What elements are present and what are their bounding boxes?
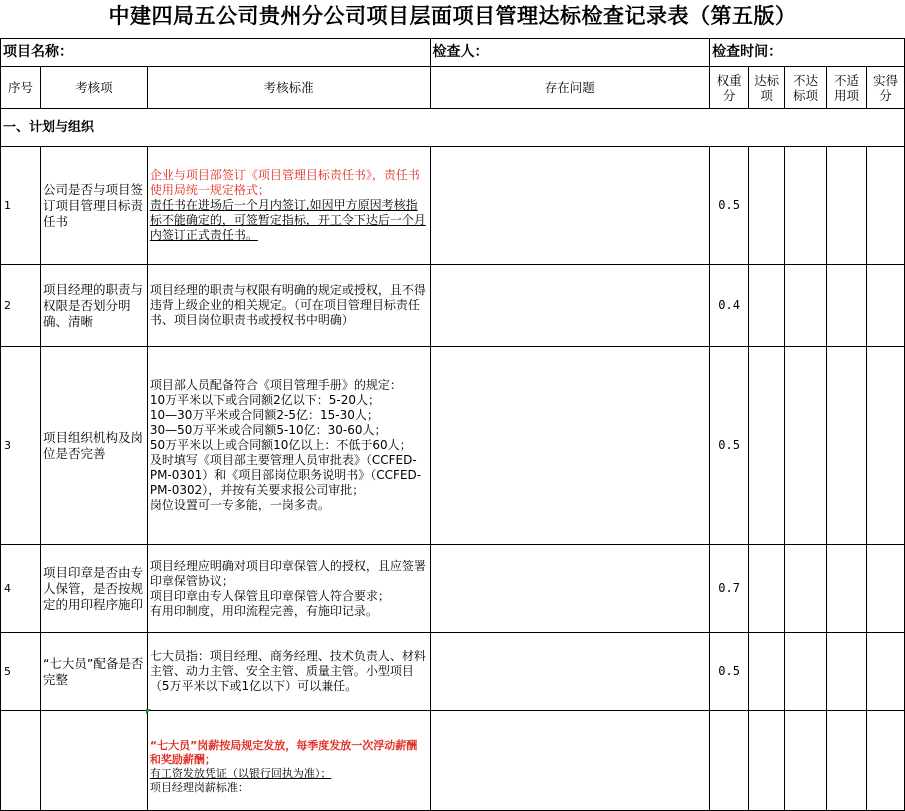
table-row xyxy=(1,347,905,545)
page-title: 中建四局五公司贵州分公司项目层面项目管理达标检查记录表（第五版） xyxy=(108,3,797,28)
fail-cell[interactable] xyxy=(785,545,827,633)
header-fail: 不达标项 xyxy=(785,67,827,109)
assessment-standard: 项目经理的职责与权限有明确的规定或授权，且不得违背上级企业的相关规定。（可在项目管理目标责任书、项目岗位职责书或授权书中明确） xyxy=(147,265,430,347)
inspector-label: 检查人： xyxy=(430,39,710,67)
section-row xyxy=(1,109,905,147)
row-number: 5 xyxy=(1,633,41,711)
inspection-time-label: 检查时间： xyxy=(710,39,905,67)
assessment-standard xyxy=(147,711,430,811)
assessment-item: 项目组织机构及岗位是否完善 xyxy=(40,347,147,545)
score-cell[interactable] xyxy=(866,347,904,545)
pass-cell[interactable] xyxy=(749,633,785,711)
weight-score xyxy=(710,711,749,811)
fail-cell[interactable] xyxy=(785,347,827,545)
standard-highlight: 企业与项目部签订《项目管理目标责任书》，责任书使用局统一规定格式； xyxy=(149,168,420,197)
assessment-item: 项目印章是否由专人保管，是否按规定的用印程序施印 xyxy=(40,545,147,633)
issues-cell[interactable] xyxy=(430,545,710,633)
issues-cell[interactable] xyxy=(430,265,710,347)
score-cell[interactable] xyxy=(866,265,904,347)
section-title: 一、计划与组织 xyxy=(1,109,905,147)
header-na: 不适用项 xyxy=(827,67,867,109)
table-row xyxy=(1,711,905,811)
na-cell[interactable] xyxy=(827,633,867,711)
standard-underlined: 责任书在进场后一个月内签订,如因甲方原因考核指标不能确定的，可签暂定指标，开工令下达后一个月内签订正式责任书。 xyxy=(149,198,426,242)
fail-cell[interactable] xyxy=(785,147,827,265)
table-row xyxy=(1,633,905,711)
weight-score: 0.5 xyxy=(710,633,749,711)
header-seq: 序号 xyxy=(1,67,41,109)
issues-cell[interactable] xyxy=(430,633,710,711)
issues-cell[interactable] xyxy=(430,147,710,265)
na-cell[interactable] xyxy=(827,545,867,633)
score-cell[interactable] xyxy=(866,545,904,633)
comment-indicator-icon xyxy=(146,709,151,714)
table-row xyxy=(1,147,905,265)
issues-cell[interactable] xyxy=(430,711,710,811)
header-row xyxy=(1,67,905,109)
assessment-standard: 七大员指：项目经理、商务经理、技术负责人、材料主管、动力主管、安全主管、质量主管。小型项目（5万平米以下或1亿以下）可以兼任。 xyxy=(147,633,430,711)
table-row xyxy=(1,545,905,633)
assessment-standard: 项目经理应明确对项目印章保管人的授权，且应签署印章保管协议； 项目印章由专人保管且印章保管人符合要求； 有用印制度，用印流程完善，有施印记录。 xyxy=(147,545,430,633)
row-number: 2 xyxy=(1,265,41,347)
header-issues: 存在问题 xyxy=(430,67,710,109)
header-pass: 达标项 xyxy=(749,67,785,109)
pass-cell[interactable] xyxy=(749,711,785,811)
na-cell[interactable] xyxy=(827,711,867,811)
table-row xyxy=(1,265,905,347)
weight-score: 0.7 xyxy=(710,545,749,633)
header-standard: 考核标准 xyxy=(147,67,430,109)
header-item: 考核项 xyxy=(40,67,147,109)
header-score: 实得分 xyxy=(866,67,904,109)
na-cell[interactable] xyxy=(827,265,867,347)
inspection-table xyxy=(0,38,905,811)
standard-text: 项目经理岗薪标准： xyxy=(149,781,249,794)
weight-score: 0.5 xyxy=(710,347,749,545)
standard-highlight: “七大员”岗薪按局规定发放，每季度发放一次浮动薪酬和奖励薪酬； xyxy=(149,739,418,766)
na-cell[interactable] xyxy=(827,147,867,265)
info-row xyxy=(1,39,905,67)
header-weight: 权重分 xyxy=(710,67,749,109)
row-number: 1 xyxy=(1,147,41,265)
project-name-label: 项目名称： xyxy=(1,39,431,67)
fail-cell[interactable] xyxy=(785,265,827,347)
fail-cell[interactable] xyxy=(785,633,827,711)
score-cell[interactable] xyxy=(866,711,904,811)
assessment-standard xyxy=(147,147,430,265)
fail-cell[interactable] xyxy=(785,711,827,811)
row-number: 4 xyxy=(1,545,41,633)
weight-score: 0.4 xyxy=(710,265,749,347)
pass-cell[interactable] xyxy=(749,265,785,347)
score-cell[interactable] xyxy=(866,147,904,265)
row-number xyxy=(1,711,41,811)
pass-cell[interactable] xyxy=(749,545,785,633)
pass-cell[interactable] xyxy=(749,347,785,545)
assessment-standard: 项目部人员配备符合《项目管理手册》的规定： 10万平米以下或合同额2亿以下：5-20人； 10—30万平米或合同额2-5亿：15-30人； 30—50万平米或合同额5-10亿：30-60人； 50万平米以上或合同额10亿以上：不低于60人； 及时填写《项目部主要管理人员审批表》（CCFED-PM-0301）和《项目部岗位职务说明书》（CCFED-PM-0302），并按有关要求报公司审批； 岗位设置可一专多能，一岗多责。 xyxy=(147,347,430,545)
assessment-item: “七大员”配备是否完整 xyxy=(40,633,147,711)
standard-underlined: 有工资发放凭证（以银行回执为准）； xyxy=(149,767,332,780)
issues-cell[interactable] xyxy=(430,347,710,545)
score-cell[interactable] xyxy=(866,633,904,711)
row-number: 3 xyxy=(1,347,41,545)
na-cell[interactable] xyxy=(827,347,867,545)
pass-cell[interactable] xyxy=(749,147,785,265)
assessment-item xyxy=(40,711,147,811)
weight-score: 0.5 xyxy=(710,147,749,265)
assessment-item: 项目经理的职责与权限是否划分明确、清晰 xyxy=(40,265,147,347)
assessment-item: 公司是否与项目签订项目管理目标责任书 xyxy=(40,147,147,265)
